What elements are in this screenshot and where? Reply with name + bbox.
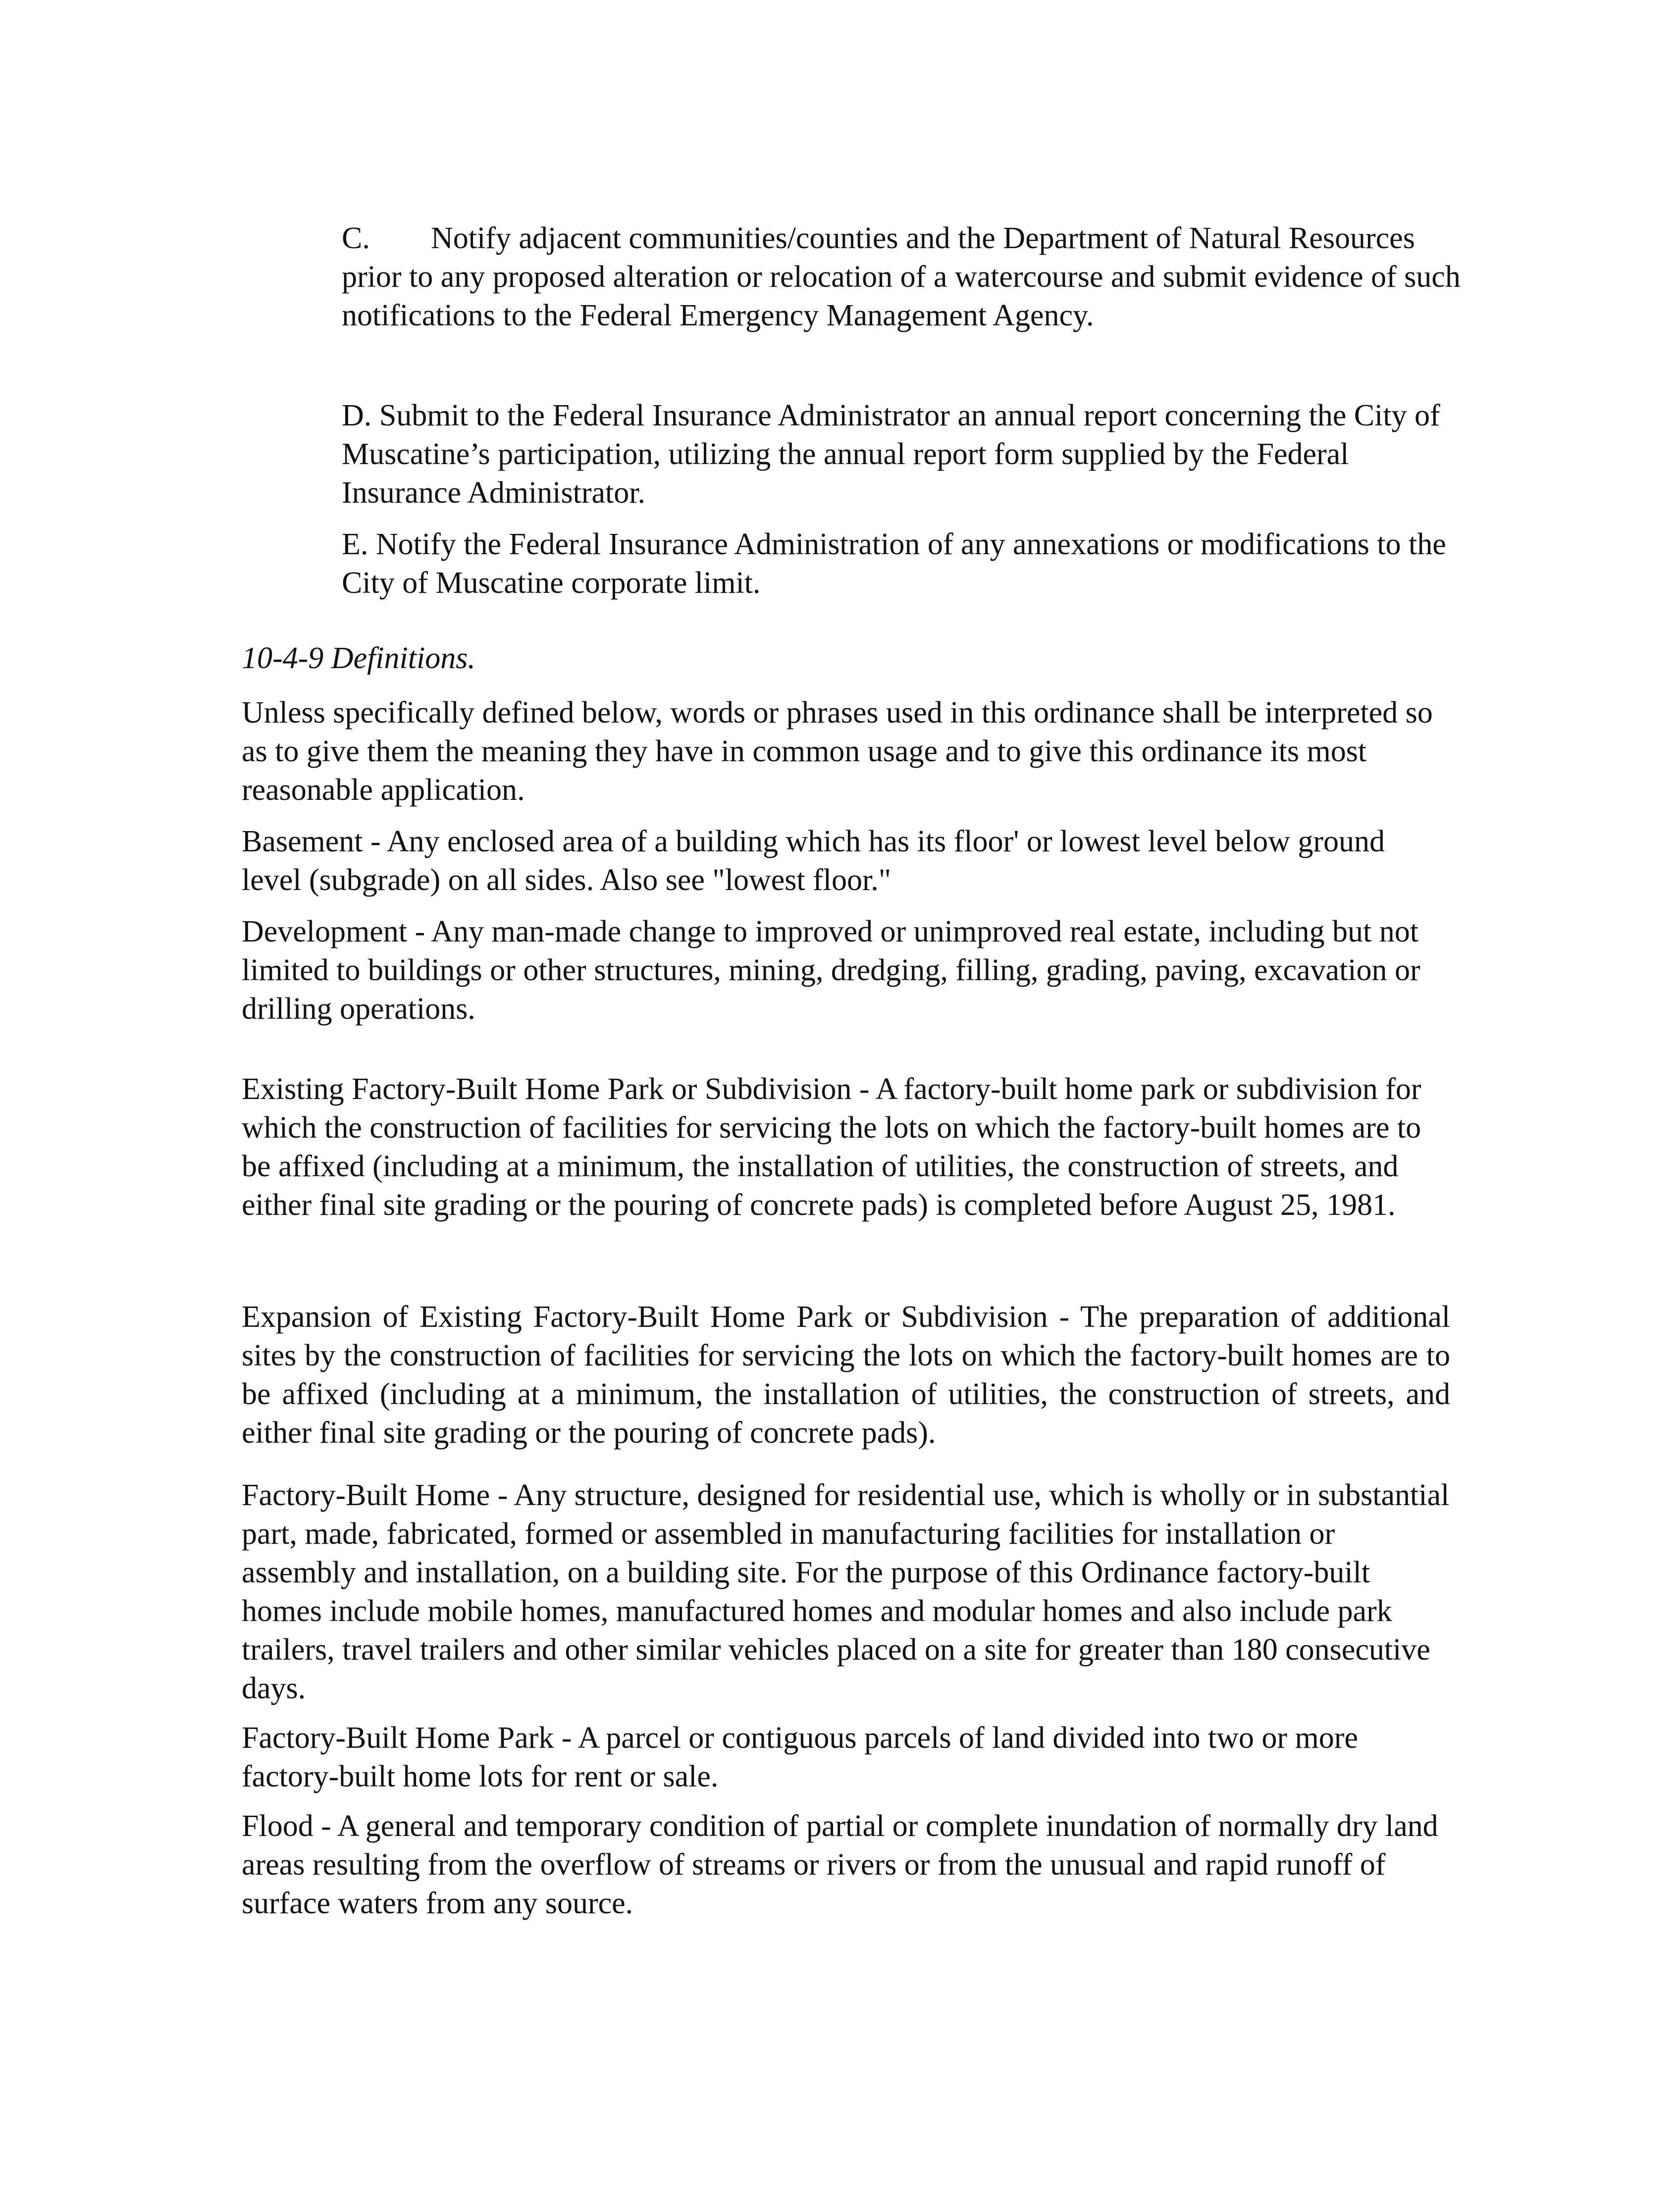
definition-text: Existing Factory-Built Home Park or Subdivision - A factory-built home park or subdivision for which the construction of facilities for servicing the lots on which the factory-built homes are to be affixed (including at a minimum, the installation of utilities, the construction of streets, and either final site grading or the pouring of concrete pads) is completed before August 25, 1981. <box>242 1072 1421 1222</box>
list-item-text: Submit to the Federal Insurance Administrator an annual report concerning the City of Muscatine’s participation, utilizing the annual report form supplied by the Federal Insurance Administrator. <box>342 399 1440 510</box>
list-item-letter: E. <box>342 527 368 561</box>
definition-development <box>242 912 1450 1028</box>
definition-factory-built-home-park <box>242 1719 1450 1796</box>
list-item-text: Notify the Federal Insurance Administration of any annexations or modifications to the City of Muscatine corporate limit. <box>342 527 1446 600</box>
definition-basement <box>242 822 1450 899</box>
list-item-letter: C. <box>342 221 370 255</box>
definition-flood <box>242 1807 1450 1923</box>
definition-expansion-existing-park <box>242 1298 1450 1452</box>
definition-text: Expansion of Existing Factory-Built Home Park or Subdivision - The preparation of additional sites by the construction of facilities for servicing the lots on which the factory-built homes are to be affixed (including at a minimum, the installation of utilities, the construction of streets, and either final site grading or the pouring of concrete pads). <box>242 1300 1450 1450</box>
definition-text: Factory-Built Home - Any structure, designed for residential use, which is wholly or in substantial part, made, fabricated, formed or assembled in manufacturing facilities for installation or assembly and installation, on a building site. For the purpose of this Ordinance factory-built homes include mobile homes, manufactured homes and modular homes and also include park trailers, travel trailers and other similar vehicles placed on a site for greater than 180 consecutive days. <box>242 1478 1450 1705</box>
definitions-intro <box>242 693 1450 809</box>
section-heading-text: 10-4-9 Definitions. <box>242 641 475 675</box>
list-item-d <box>342 396 1461 512</box>
list-item-letter: D. <box>342 399 372 432</box>
definition-factory-built-home <box>242 1476 1450 1708</box>
definition-text: Development - Any man-made change to improved or unimproved real estate, including but not limited to buildings or other structures, mining, dredging, filling, grading, paving, excavation or drilling operations. <box>242 915 1420 1026</box>
definition-text: Flood - A general and temporary condition of partial or complete inundation of normally dry land areas resulting from the overflow of streams or rivers or from the unusual and rapid runoff of surface waters from any source. <box>242 1809 1438 1920</box>
definition-existing-factory-built-home-park <box>242 1070 1450 1224</box>
section-heading <box>242 639 1450 678</box>
definition-text: Basement - Any enclosed area of a building which has its floor' or lowest level below ground level (subgrade) on all sides. Also see "lowest floor." <box>242 825 1385 897</box>
list-item-text: Notify adjacent communities/counties and the Department of Natural Resources prior to any proposed alteration or relocation of a watercourse and submit evidence of such notifications to the Federal Emergency Management Agency. <box>342 221 1461 332</box>
list-item-e <box>342 525 1461 602</box>
intro-text: Unless specifically defined below, words or phrases used in this ordinance shall be interpreted so as to give them the meaning they have in common usage and to give this ordinance its most reasonable application. <box>242 696 1433 807</box>
list-item-c <box>342 219 1461 335</box>
definition-text: Factory-Built Home Park - A parcel or contiguous parcels of land divided into two or more factory-built home lots for rent or sale. <box>242 1721 1358 1793</box>
